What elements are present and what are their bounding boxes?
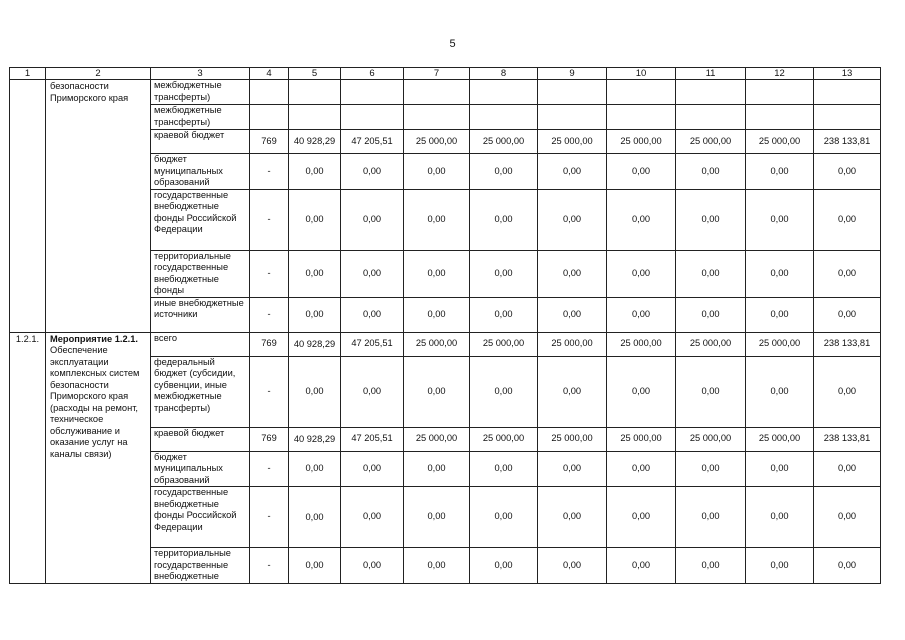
block-continuation [10, 80, 881, 333]
value-cell: 25 000,00 [538, 332, 607, 356]
value-cell [676, 80, 746, 105]
value-cell: 0,00 [538, 154, 607, 190]
value-cell: 0,00 [538, 548, 607, 584]
value-cell: 0,00 [404, 189, 470, 250]
value-cell [404, 80, 470, 105]
column-number: 8 [470, 68, 538, 80]
value-cell [470, 80, 538, 105]
budget-code: 769 [250, 427, 289, 451]
value-cell: 25 000,00 [607, 332, 676, 356]
value-cell: 0,00 [341, 189, 404, 250]
value-cell: 47 205,51 [341, 427, 404, 451]
row-number: 1.2.1. [10, 332, 46, 583]
value-cell [746, 105, 814, 130]
value-cell [341, 105, 404, 130]
column-number: 6 [341, 68, 404, 80]
column-number: 3 [151, 68, 250, 80]
value-cell: 0,00 [676, 451, 746, 487]
column-number: 11 [676, 68, 746, 80]
value-cell [746, 80, 814, 105]
value-cell: 0,00 [470, 189, 538, 250]
value-2020: 0,00 [289, 250, 341, 297]
value-cell: 0,00 [470, 297, 538, 332]
value-cell: 25 000,00 [404, 332, 470, 356]
value-cell: 0,00 [404, 356, 470, 427]
value-cell: 25 000,00 [746, 130, 814, 154]
value-cell: 0,00 [746, 154, 814, 190]
value-2020: 0,00 [289, 548, 341, 584]
value-cell: 0,00 [676, 189, 746, 250]
value-cell: 0,00 [341, 250, 404, 297]
column-number: 12 [746, 68, 814, 80]
value-cell: 25 000,00 [676, 427, 746, 451]
value-cell: 0,00 [341, 548, 404, 584]
value-2020: 0,00 [289, 154, 341, 190]
funding-source: бюджет муниципальных образований [151, 154, 250, 190]
funding-source: бюджет муниципальных образований [151, 451, 250, 487]
value-cell: 0,00 [607, 451, 676, 487]
value-cell [404, 105, 470, 130]
funding-source: иные внебюджетные источники [151, 297, 250, 332]
value-cell: 0,00 [607, 189, 676, 250]
value-2020: 0,00 [289, 297, 341, 332]
measure-title: Мероприятие 1.2.1. [50, 333, 138, 344]
funding-source: территориальные государственные внебюджетные [151, 548, 250, 584]
value-2020: 0,00 [289, 487, 341, 548]
value-cell: 0,00 [538, 487, 607, 548]
budget-code: - [250, 548, 289, 584]
value-cell: 0,00 [341, 451, 404, 487]
budget-code [250, 105, 289, 130]
value-cell: 0,00 [746, 548, 814, 584]
measure-description [46, 332, 151, 583]
value-cell: 0,00 [404, 548, 470, 584]
measure-description: безопасности Приморского края [46, 80, 151, 333]
page-number: 5 [449, 38, 456, 50]
column-number: 1 [10, 68, 46, 80]
budget-code: - [250, 356, 289, 427]
budget-code: - [250, 487, 289, 548]
value-2020: 40 928,29 [289, 130, 341, 154]
value-cell: 0,00 [814, 356, 881, 427]
measure-text: Обеспечение эксплуатации комплексных систем безопасности Приморского края (расходы на ремонт, техническое обслуживание и оказание услуг на каналы связи) [50, 345, 140, 459]
value-cell: 47 205,51 [341, 332, 404, 356]
value-cell: 238 133,81 [814, 427, 881, 451]
value-cell: 0,00 [607, 154, 676, 190]
value-cell [341, 80, 404, 105]
value-cell: 0,00 [341, 487, 404, 548]
column-number: 7 [404, 68, 470, 80]
value-cell: 0,00 [607, 356, 676, 427]
value-2020: 0,00 [289, 189, 341, 250]
value-cell [538, 80, 607, 105]
value-cell: 0,00 [470, 250, 538, 297]
value-cell: 0,00 [470, 356, 538, 427]
value-cell: 25 000,00 [746, 332, 814, 356]
value-cell: 0,00 [404, 250, 470, 297]
value-cell: 25 000,00 [538, 427, 607, 451]
value-cell: 0,00 [676, 356, 746, 427]
value-cell: 0,00 [814, 451, 881, 487]
value-cell: 0,00 [607, 548, 676, 584]
value-cell: 0,00 [538, 189, 607, 250]
column-number: 2 [46, 68, 151, 80]
budget-code: 769 [250, 130, 289, 154]
budget-code: - [250, 250, 289, 297]
funding-source: межбюджетные трансферты) [151, 80, 250, 105]
value-cell: 25 000,00 [404, 130, 470, 154]
row-number [10, 80, 46, 333]
value-cell: 0,00 [470, 487, 538, 548]
column-number-row [10, 68, 881, 80]
value-2020: 0,00 [289, 356, 341, 427]
value-cell: 0,00 [341, 356, 404, 427]
value-2020: 0,00 [289, 451, 341, 487]
value-cell: 47 205,51 [341, 130, 404, 154]
value-cell [607, 105, 676, 130]
budget-code: - [250, 189, 289, 250]
budget-table [9, 67, 881, 584]
value-cell: 0,00 [607, 297, 676, 332]
value-2020: 40 928,29 [289, 427, 341, 451]
value-cell [470, 105, 538, 130]
column-number: 13 [814, 68, 881, 80]
value-cell: 0,00 [404, 154, 470, 190]
value-cell: 0,00 [746, 487, 814, 548]
value-cell: 25 000,00 [404, 427, 470, 451]
budget-code [250, 80, 289, 105]
budget-code: 769 [250, 332, 289, 356]
value-cell: 0,00 [404, 451, 470, 487]
budget-code: - [250, 297, 289, 332]
value-cell [538, 105, 607, 130]
table-row [10, 332, 881, 356]
value-cell: 0,00 [746, 356, 814, 427]
funding-source: территориальные государственные внебюджетные фонды [151, 250, 250, 297]
value-cell: 0,00 [470, 451, 538, 487]
value-cell: 0,00 [814, 297, 881, 332]
value-cell: 0,00 [607, 250, 676, 297]
column-number: 4 [250, 68, 289, 80]
block-measure-1-2-1 [10, 332, 881, 583]
value-cell: 25 000,00 [470, 427, 538, 451]
value-cell: 0,00 [538, 250, 607, 297]
value-cell: 0,00 [676, 487, 746, 548]
value-cell: 0,00 [814, 548, 881, 584]
value-cell: 0,00 [676, 548, 746, 584]
funding-source: межбюджетные трансферты) [151, 105, 250, 130]
column-number: 5 [289, 68, 341, 80]
value-cell: 0,00 [470, 154, 538, 190]
funding-source: краевой бюджет [151, 130, 250, 154]
value-cell: 0,00 [404, 487, 470, 548]
column-number: 10 [607, 68, 676, 80]
value-cell: 0,00 [341, 154, 404, 190]
value-cell: 0,00 [814, 189, 881, 250]
value-cell: 25 000,00 [538, 130, 607, 154]
value-cell: 0,00 [814, 250, 881, 297]
value-cell: 25 000,00 [607, 130, 676, 154]
value-cell [814, 105, 881, 130]
value-cell: 0,00 [676, 297, 746, 332]
value-cell: 0,00 [538, 451, 607, 487]
table-row [10, 80, 881, 105]
value-cell: 0,00 [538, 356, 607, 427]
value-cell [676, 105, 746, 130]
budget-code: - [250, 154, 289, 190]
value-cell: 0,00 [341, 297, 404, 332]
value-cell: 238 133,81 [814, 130, 881, 154]
value-cell: 0,00 [404, 297, 470, 332]
value-cell: 25 000,00 [607, 427, 676, 451]
value-cell: 0,00 [746, 250, 814, 297]
value-cell: 0,00 [746, 189, 814, 250]
value-cell: 25 000,00 [676, 332, 746, 356]
value-cell: 238 133,81 [814, 332, 881, 356]
value-cell: 0,00 [814, 487, 881, 548]
value-cell: 0,00 [814, 154, 881, 190]
funding-source: всего [151, 332, 250, 356]
value-2020 [289, 105, 341, 130]
value-cell: 25 000,00 [470, 130, 538, 154]
value-cell: 0,00 [470, 548, 538, 584]
funding-source: федеральный бюджет (субсидии, субвенции, иные межбюджетные трансферты) [151, 356, 250, 427]
funding-source: государственные внебюджетные фонды Российской Федерации [151, 189, 250, 250]
value-2020: 40 928,29 [289, 332, 341, 356]
value-cell: 0,00 [746, 297, 814, 332]
budget-code: - [250, 451, 289, 487]
value-cell: 0,00 [607, 487, 676, 548]
value-cell: 0,00 [676, 154, 746, 190]
value-cell: 0,00 [538, 297, 607, 332]
value-cell [607, 80, 676, 105]
funding-source: краевой бюджет [151, 427, 250, 451]
value-cell: 25 000,00 [676, 130, 746, 154]
value-cell: 0,00 [676, 250, 746, 297]
column-number: 9 [538, 68, 607, 80]
value-cell: 0,00 [746, 451, 814, 487]
funding-source: государственные внебюджетные фонды Российской Федерации [151, 487, 250, 548]
value-cell: 25 000,00 [746, 427, 814, 451]
value-cell [814, 80, 881, 105]
value-2020 [289, 80, 341, 105]
value-cell: 25 000,00 [470, 332, 538, 356]
